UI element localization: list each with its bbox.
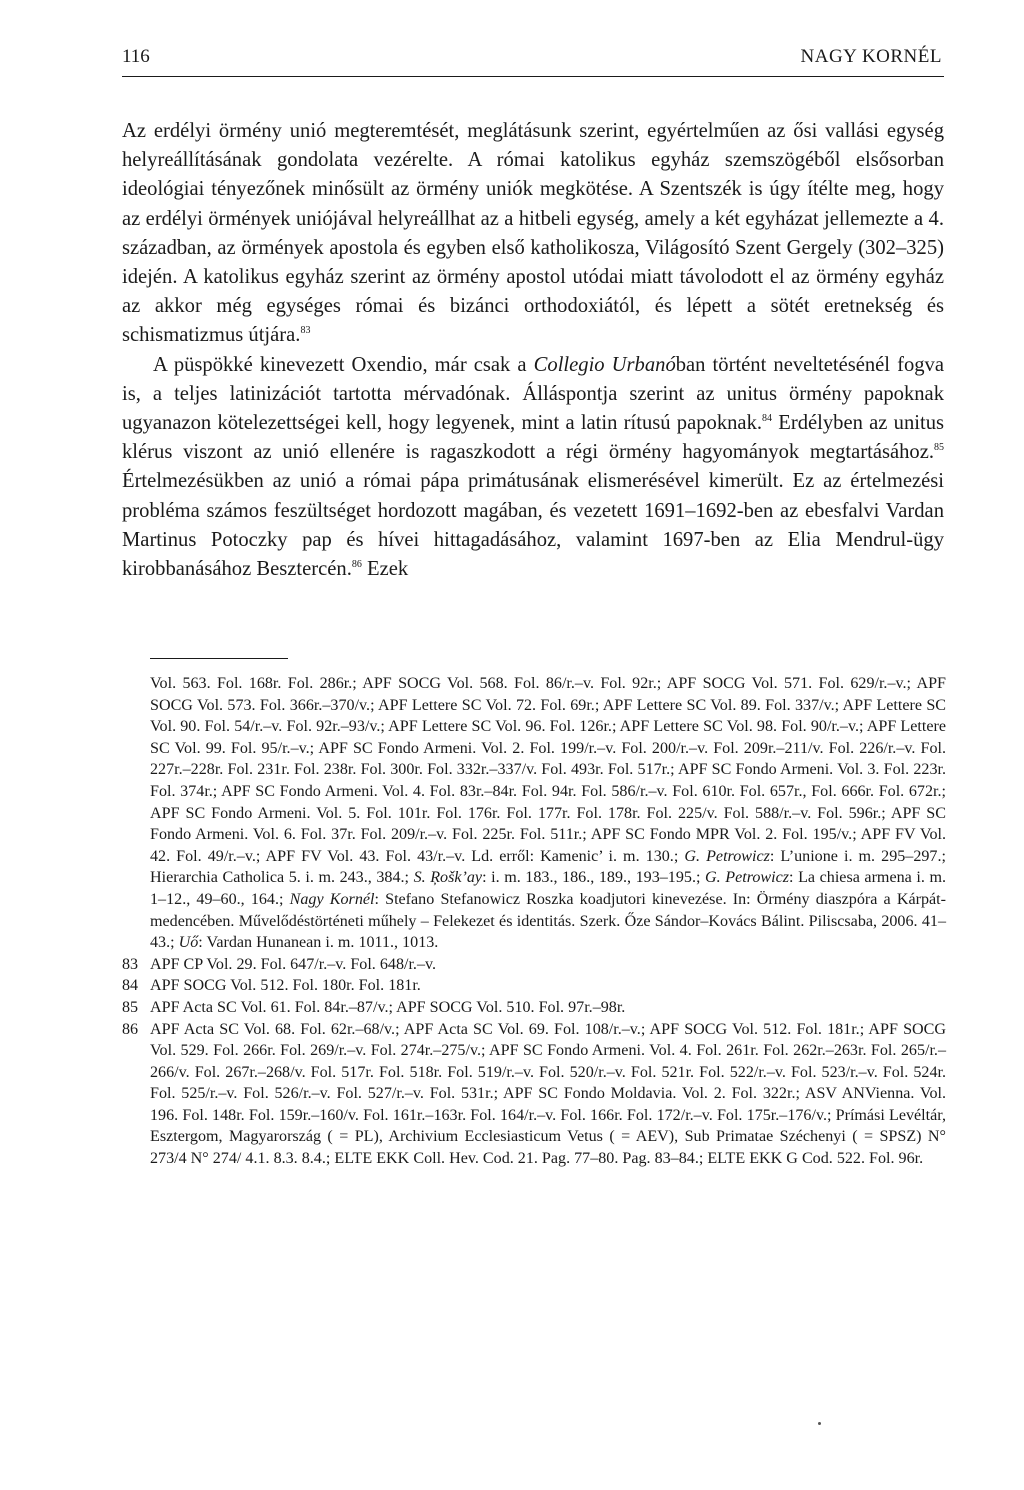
footnote-text: APF Acta SC Vol. 61. Fol. 84r.–87/v.; APF SOCG Vol. 510. Fol. 97r.–98r. [150,998,626,1016]
fn-cont-text-c: : i. m. 183., 186., 189., 193–195.; [482,869,706,887]
fn-cont-author-2: S. Ŗošk’ay [413,869,483,887]
paragraph-2-text-5: Értelmezésükben az unió a római pápa primátusának elismerésével kimerült. Ez az értelmezési probléma számos feszültséget hordozott magában, és vezetett 1691–1692-ben az ebesfalvi Vardan Martinus Potoczky pap és hívei hittagadásához, valamint 1697-ben az Elia Mendrul-ügy kirobbanásához Besztercén. [122,470,944,581]
fn-cont-author-5: Uő [178,934,199,952]
fn-cont-text-b: : L’unione i. m. 295–297.; Hierarchia Catholica 5. i. m. 243., 384.; [150,847,946,887]
paragraph-2-text-3: ban történt neveltetésénél fogva is, a teljes latinizációt tartotta mérvadónak. Álláspontja szerint az unitus örmény papoknak ugyanazon kötelezettségei kell, hogy legyenek, mint a latin rítusú papoknak. [122,353,944,435]
fn-cont-text-a: Vol. 563. Fol. 168r. Fol. 286r.; APF SOCG Vol. 568. Fol. 86/r.–v. Fol. 92r.; APF SOCG Vol. 571. Fol. 629/r.–v.; APF SOCG Vol. 573. Fol. 366r.–370/v.; APF Lettere SC Vol. 72. Fol. 69r.; APF Lettere SC Vol. 89. Fol. 337/v.; APF Lettere SC Vol. 90. Fol. 54/r.–v. Fol. 92r.–93/v.; APF Lettere SC Vol. 96. Fol. 126r.; APF Lettere SC Vol. 98. Fol. 90/r.–v.; APF Lettere SC Vol. 99. Fol. 95/r.–v.; APF SC Fondo Armeni. Vol. 2. Fol. 199/r.–v. Fol. 200/r.–v. Fol. 209r.–211/v. Fol. 226/r.–v. Fol. 227r.–228r. Fol. 231r. Fol. 238r. Fol. 300r. Fol. 332r.–337/v. Fol. 493r. Fol. 517r.; APF SC Fondo Armeni. Vol. 3. Fol. 223r. Fol. 374r.; APF SC Fondo Armeni. Vol. 4. Fol. 83r.–84r. Fol. 94r. Fol. 586/r.–v. Fol. 610r. Fol. 657r., Fol. 666r. Fol. 672r.; APF SC Fondo Armeni. Vol. 5. Fol. 101r. Fol. 176r. Fol. 177r. Fol. 178r. Fol. 225/v. Fol. 588/r.–v. Fol. 596r.; APF SC Fondo Armeni. Vol. 6. Fol. 37r. Fol. 209/r.–v. Fol. 225r. Fol. 511r.; APF SC Fondo MPR Vol. 2. Fol. 195/v.; APF FV Vol. 42. Fol. 49/r.–v.; APF FV Vol. 43. Fol. 43/r.–v. Ld. erről: Kamenic’ i. m. 130.; [150,675,946,865]
main-text [122,117,944,584]
paragraph-1 [122,117,944,351]
scan-speck [818,1422,821,1425]
paragraph-2-text-4: Erdélyben az unitus klérus viszont az unió ellenére is ragaszkodott a régi örmény hagyományok megtartásához. [122,412,945,464]
footnote-85 [122,997,946,1019]
footnote-number: 86 [122,1020,139,1038]
footnote-number: 85 [122,998,139,1016]
page-number: 116 [122,46,150,67]
footnote-separator [150,658,288,659]
fn-cont-author-1: G. Petrowicz [684,847,770,865]
footnote-83 [122,954,946,976]
footnote-ref-84: 84 [762,413,773,425]
fn-cont-text-e: : Stefano Stefanowicz Roszka koadjutori kinevezése. In: Örmény diaszpóra a Kárpát-medencében. Művelődéstörténeti műhely – Felekezet és identitás. Szerk. Őze Sándor–Kovács Bálint. Piliscsaba, 2006. 41–43.; [150,890,946,952]
fn-cont-text-d: : La chiesa armena i. m. 1–12., 49–60., 164.; [150,869,946,908]
footnote-number: 84 [122,977,139,995]
footnote-text: APF CP Vol. 29. Fol. 647/r.–v. Fol. 648/r.–v. [150,955,437,973]
header-rule [122,76,944,77]
running-head-author: NAGY KORNÉL [800,46,942,67]
paragraph-2 [122,351,944,585]
footnote-text: APF Acta SC Vol. 68. Fol. 62r.–68/v.; APF Acta SC Vol. 69. Fol. 108/r.–v.; APF SOCG Vol. 512. Fol. 181r.; APF SOCG Vol. 529. Fol. 266r. Fol. 269/r.–v. Fol. 274r.–275/v.; APF SC Fondo Armeni. Vol. 4. Fol. 261r. Fol. 262r.–263r. Fol. 265/r.–266/v. Fol. 267r.–268/v. Fol. 517r. Fol. 518r. Fol. 519/r.–v. Fol. 520/r.–v. Fol. 521r. Fol. 522/r.–v. Fol. 523/r.–v. Fol. 524r. Fol. 525/r.–v. Fol. 526/r.–v. Fol. 527/r.–v. Fol. 531r.; APF SC Fondo Moldavia. Vol. 2. Fol. 322r.; ASV ANVienna. Vol. 196. Fol. 148r. Fol. 159r.–160/v. Fol. 161r.–163r. Fol. 164/r.–v. Fol. 166r. Fol. 172/r.–v. Fol. 175r.–176/v.; Prímási Levéltár, Esztergom, Magyarország ( = PL), Archivium Ecclesiasticum Vetus ( = AEV), Sub Primatae Széchenyi ( = SPSZ) N° 273/4 N° 274/ 4.1. 8.3. 8.4.; ELTE EKK Coll. Hev. Cod. 21. Pag. 77–80. Pag. 83–84.; ELTE EKK G Cod. 522. Fol. 96r. [150,1020,946,1168]
paragraph-2-italic: Collegio Urbanó [533,353,676,376]
paragraph-1-text: Az erdélyi örmény unió megteremtését, meglátásunk szerint, egyértelműen az ősi vallási egység helyreállításának gondolata vezérelte. A római katolikus egyház szemszögéből elsősorban ideológiai tényezőnek minősült az örmény uniók megkötése. A Szentszék is úgy ítélte meg, hogy az erdélyi örmények uniójával helyreállhat az a hitbeli egység, amely a két egyházat jellemezte a 4. században, az örmények apostola és egyben első katholikosza, Világosító Szent Gergely (302–325) idején. A katolikus egyház szerint az örmény apostol utódai miatt távolodott el az örmény egyház az akkor még egységes római és bizánci orthodoxiától, és lépett a sötét eretnekség és schismatizmus útjára. [122,120,944,347]
footnote-continued [150,673,946,954]
page-header [122,42,942,72]
footnote-ref-86: 86 [351,559,362,571]
footnote-86 [122,1019,946,1170]
fn-cont-author-3: G. Petrowicz [705,869,790,887]
footnote-ref-85: 85 [934,442,944,454]
footnote-84 [122,975,946,997]
footnote-text: APF SOCG Vol. 512. Fol. 180r. Fol. 181r. [150,977,421,995]
fn-cont-author-4: Nagy Kornél [289,890,375,908]
fn-cont-text-f: : Vardan Hunanean i. m. 1011., 1013. [198,934,439,952]
paragraph-2-text-6: Ezek [361,558,409,581]
footnote-ref-83: 83 [300,325,311,337]
footnotes [122,673,946,1170]
footnote-number: 83 [122,955,139,973]
paragraph-2-text-1: A püspökké kinevezett Oxendio, már csak a [153,353,534,376]
